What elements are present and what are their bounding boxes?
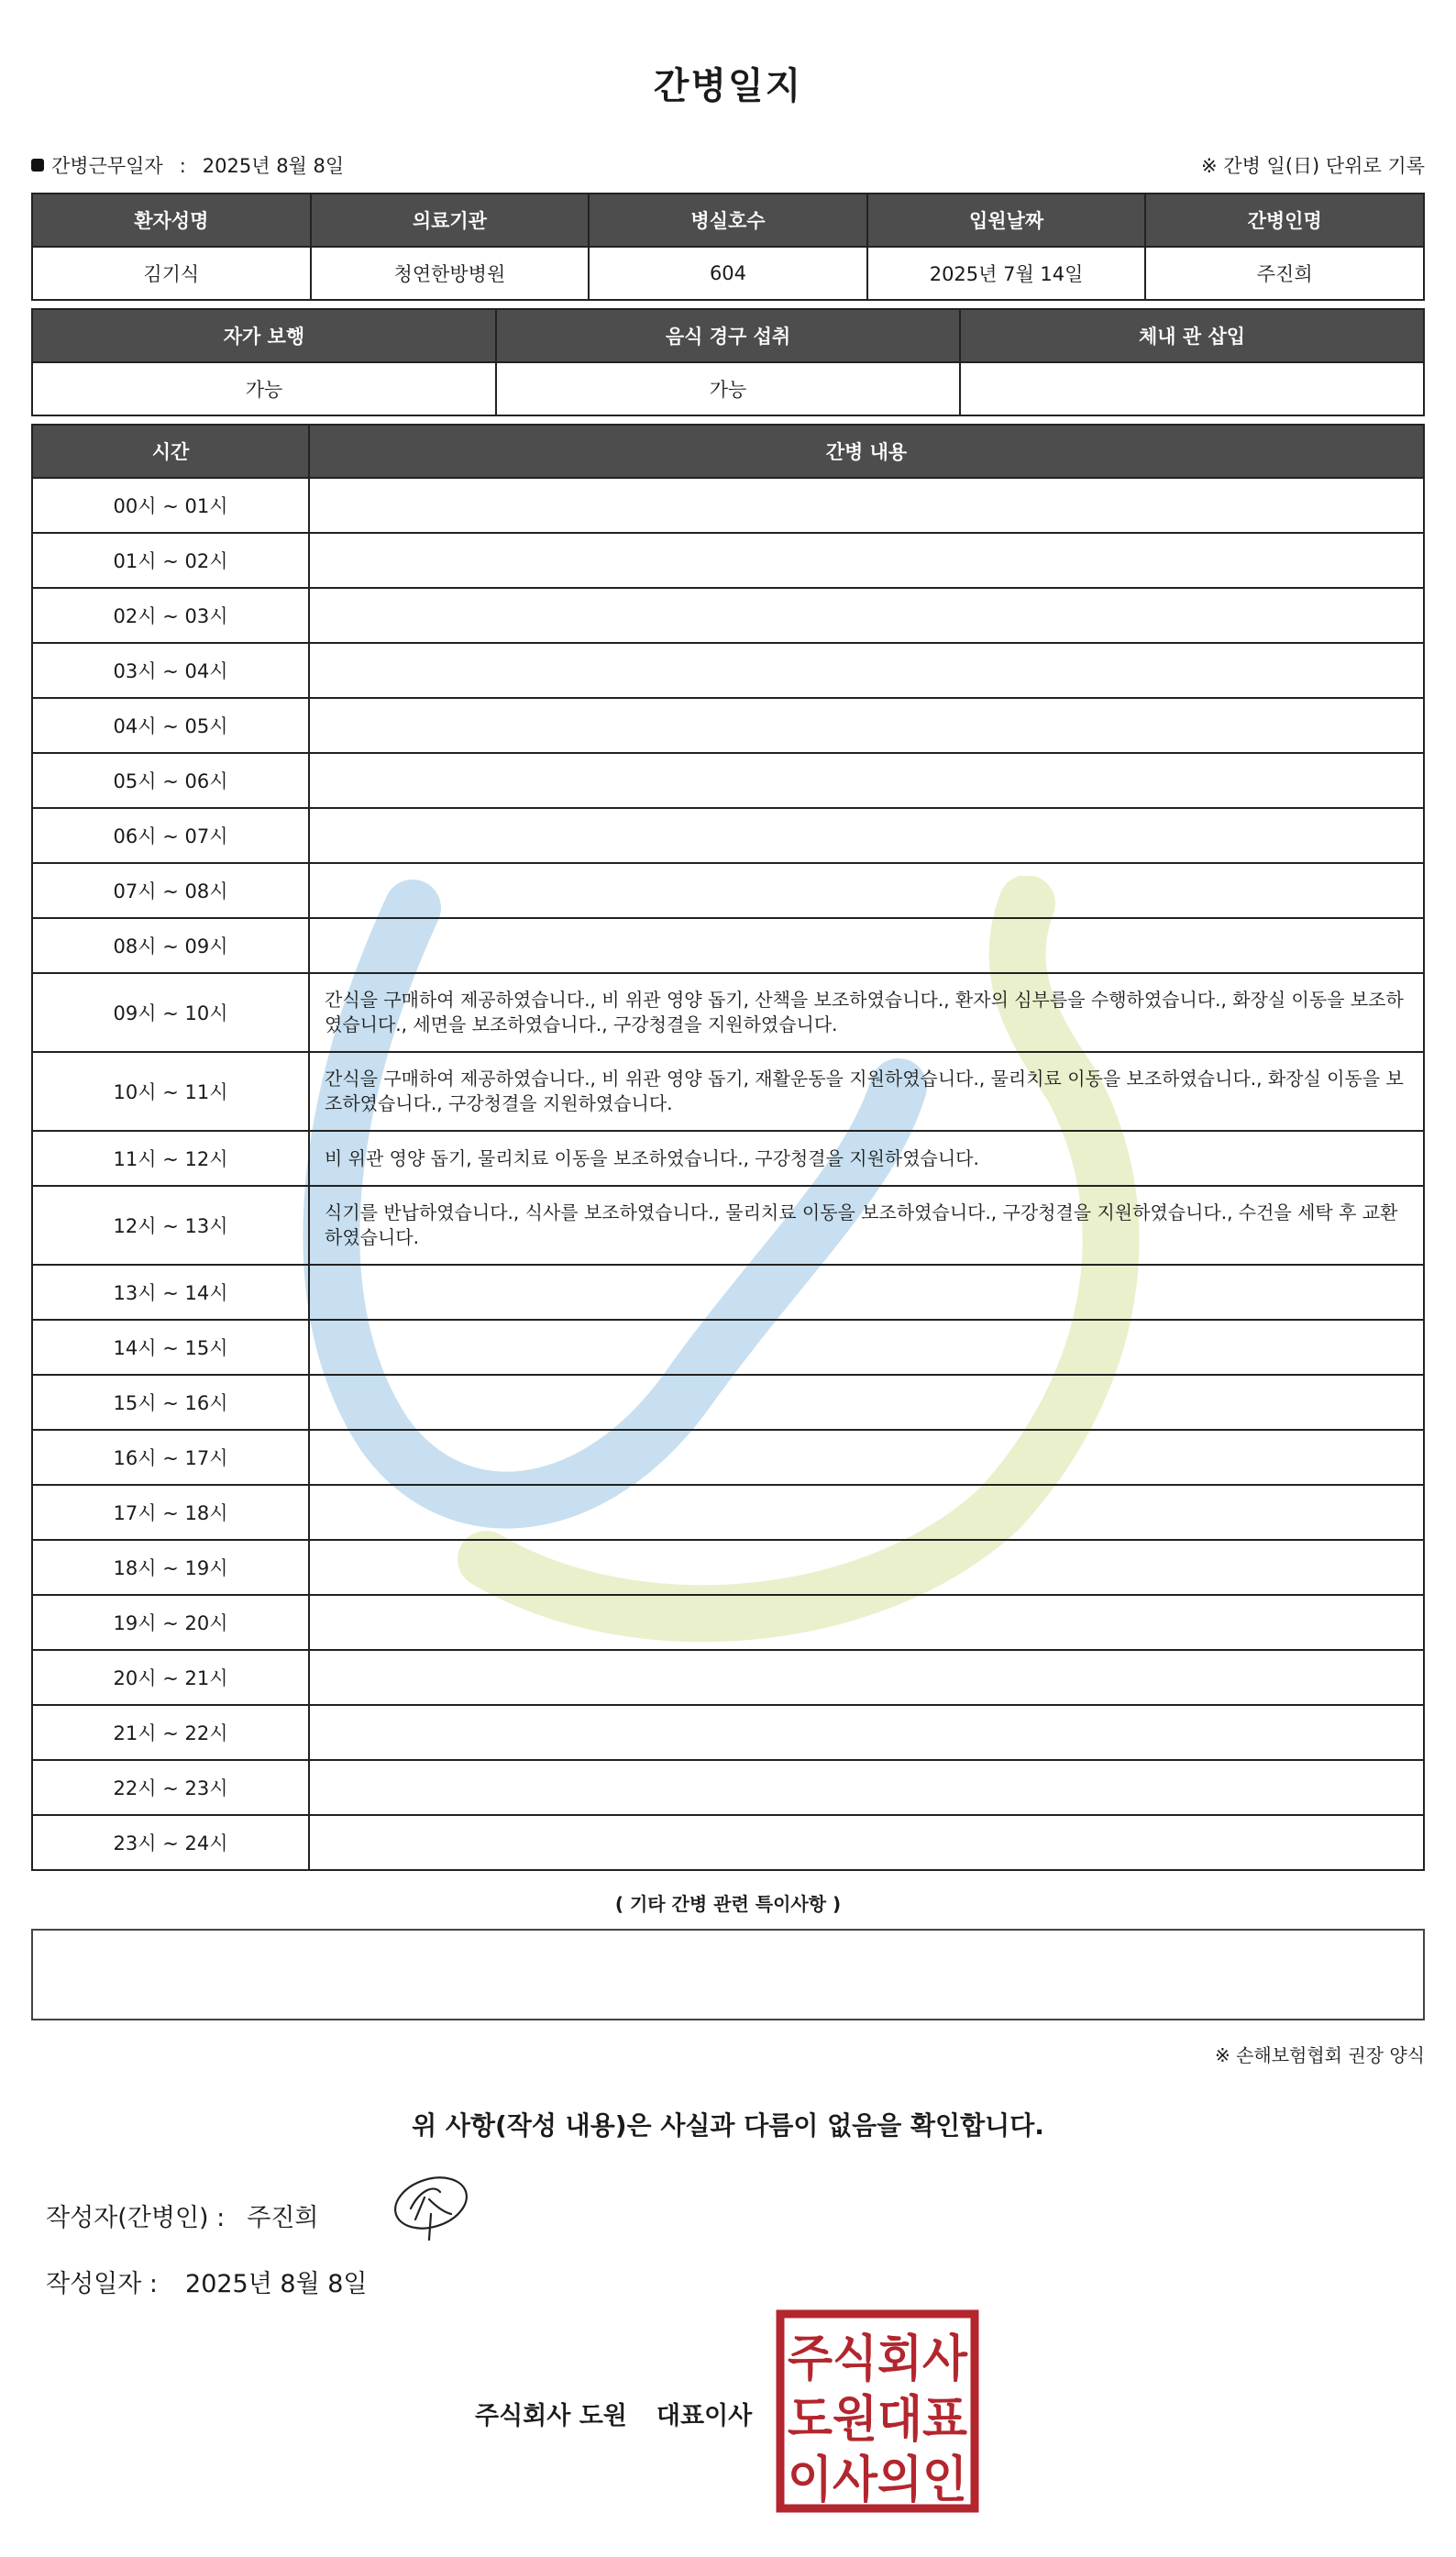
care-log-content bbox=[309, 533, 1424, 588]
care-log-content: 간식을 구매하여 제공하였습니다., 비 위관 영양 돕기, 산책을 보조하였습니다., 환자의 심부름을 수행하였습니다., 화장실 이동을 보조하였습니다., 세면을 보조하였습니다., 구강청결을 지원하였습니다. bbox=[309, 973, 1424, 1052]
care-log-time: 15시 ~ 16시 bbox=[32, 1375, 309, 1430]
care-log-content bbox=[309, 1650, 1424, 1705]
form-source-note: ※ 손해보험협회 권장 양식 bbox=[1214, 2044, 1425, 2066]
care-log-content: 식기를 반납하였습니다., 식사를 보조하였습니다., 물리치료 이동을 보조하였습니다., 구강청결을 지원하였습니다., 수건을 세탁 후 교환하였습니다. bbox=[309, 1186, 1424, 1265]
care-log-time: 17시 ~ 18시 bbox=[32, 1485, 309, 1540]
care-log-row bbox=[32, 478, 1424, 533]
care-log-content bbox=[309, 753, 1424, 808]
care-log-time: 22시 ~ 23시 bbox=[32, 1760, 309, 1815]
written-date-row bbox=[46, 2264, 368, 2299]
care-log-content bbox=[309, 588, 1424, 643]
care-log-row bbox=[32, 1052, 1424, 1131]
care-log-content bbox=[309, 863, 1424, 918]
care-log-content: 간식을 구매하여 제공하였습니다., 비 위관 영양 돕기, 재활운동을 지원하였습니다., 물리치료 이동을 보조하였습니다., 화장실 이동을 보조하였습니다., 구강청결을 지원하였습니다. bbox=[309, 1052, 1424, 1131]
care-log-content: 비 위관 영양 돕기, 물리치료 이동을 보조하였습니다., 구강청결을 지원하였습니다. bbox=[309, 1131, 1424, 1186]
care-log-row bbox=[32, 1760, 1424, 1815]
care-log-content bbox=[309, 643, 1424, 698]
care-log-row bbox=[32, 643, 1424, 698]
care-log-time: 09시 ~ 10시 bbox=[32, 973, 309, 1052]
care-log-content bbox=[309, 1485, 1424, 1540]
care-log-time: 03시 ~ 04시 bbox=[32, 643, 309, 698]
admission-date-value: 2025년 7월 14일 bbox=[867, 247, 1146, 300]
company-name: 주식회사 도원 bbox=[475, 2402, 627, 2430]
care-log-time: 01시 ~ 02시 bbox=[32, 533, 309, 588]
care-log-time: 00시 ~ 01시 bbox=[32, 478, 309, 533]
care-log-time: 06시 ~ 07시 bbox=[32, 808, 309, 863]
care-log-row bbox=[32, 1131, 1424, 1186]
caregiver-signature bbox=[383, 2172, 475, 2247]
care-log-content bbox=[309, 1760, 1424, 1815]
care-log-row bbox=[32, 973, 1424, 1052]
header-room-number: 병실호수 bbox=[589, 194, 867, 247]
patient-info-header-row bbox=[32, 194, 1424, 247]
care-log-time: 02시 ~ 03시 bbox=[32, 588, 309, 643]
care-log-content bbox=[309, 918, 1424, 973]
confirmation-statement: 위 사항(작성 내용)은 사실과 다름이 없음을 확인합니다. bbox=[412, 2110, 1044, 2141]
care-log-time: 10시 ~ 11시 bbox=[32, 1052, 309, 1131]
care-log-row bbox=[32, 1265, 1424, 1320]
care-log-row bbox=[32, 1430, 1424, 1485]
care-log-content bbox=[309, 1540, 1424, 1595]
patient-status-header-row bbox=[32, 309, 1424, 362]
header-time: 시간 bbox=[32, 425, 309, 478]
patient-info-table bbox=[31, 193, 1425, 301]
care-log-content bbox=[309, 1705, 1424, 1760]
patient-info-value-row bbox=[32, 247, 1424, 300]
company-row bbox=[475, 2396, 752, 2431]
care-log-time: 05시 ~ 06시 bbox=[32, 753, 309, 808]
special-notes-label: ( 기타 간병 관련 특이사항 ) bbox=[614, 1893, 842, 1915]
writer-label: 작성자(간병인) : bbox=[46, 2204, 226, 2232]
care-log-content bbox=[309, 1265, 1424, 1320]
svg-text:도원대표: 도원대표 bbox=[788, 2390, 967, 2448]
work-date-row bbox=[31, 151, 344, 179]
patient-status-table bbox=[31, 308, 1425, 416]
work-date-value: 2025년 8월 8일 bbox=[202, 155, 345, 177]
care-log-row bbox=[32, 588, 1424, 643]
care-log-row bbox=[32, 1375, 1424, 1430]
care-log-row bbox=[32, 533, 1424, 588]
header-care-content: 간병 내용 bbox=[309, 425, 1424, 478]
work-date-colon: : bbox=[179, 155, 186, 177]
room-number-value: 604 bbox=[589, 247, 867, 300]
bullet-square-icon bbox=[31, 159, 44, 172]
written-date-value: 2025년 8월 8일 bbox=[185, 2270, 368, 2298]
header-caregiver-name: 간병인명 bbox=[1145, 194, 1424, 247]
care-log-row bbox=[32, 1540, 1424, 1595]
care-log-content bbox=[309, 698, 1424, 753]
care-log-row bbox=[32, 698, 1424, 753]
header-patient-name: 환자성명 bbox=[32, 194, 311, 247]
care-log-row bbox=[32, 863, 1424, 918]
care-log-content bbox=[309, 1815, 1424, 1870]
tube-insertion-value bbox=[960, 362, 1424, 415]
svg-text:이사의인: 이사의인 bbox=[788, 2451, 967, 2508]
svg-text:주식회사: 주식회사 bbox=[788, 2330, 968, 2387]
care-log-content bbox=[309, 1375, 1424, 1430]
institution-value: 청연한방병원 bbox=[311, 247, 590, 300]
care-log-time: 18시 ~ 19시 bbox=[32, 1540, 309, 1595]
care-log-row bbox=[32, 1705, 1424, 1760]
writer-row bbox=[46, 2197, 319, 2233]
care-log-header-row bbox=[32, 425, 1424, 478]
patient-status-value-row bbox=[32, 362, 1424, 415]
care-log-table bbox=[31, 424, 1425, 1871]
care-log-time: 16시 ~ 17시 bbox=[32, 1430, 309, 1485]
care-log-content bbox=[309, 1320, 1424, 1375]
care-log-row bbox=[32, 1320, 1424, 1375]
care-log-row bbox=[32, 1186, 1424, 1265]
care-log-content bbox=[309, 1430, 1424, 1485]
care-log-row bbox=[32, 918, 1424, 973]
care-log-row bbox=[32, 1595, 1424, 1650]
care-log-row bbox=[32, 1650, 1424, 1705]
representative-title: 대표이사 bbox=[656, 2402, 753, 2430]
care-log-row bbox=[32, 1485, 1424, 1540]
care-log-time: 08시 ~ 09시 bbox=[32, 918, 309, 973]
care-log-time: 07시 ~ 08시 bbox=[32, 863, 309, 918]
self-walking-value: 가능 bbox=[32, 362, 496, 415]
page-title: 간병일지 bbox=[653, 65, 803, 107]
care-log-time: 23시 ~ 24시 bbox=[32, 1815, 309, 1870]
header-institution: 의료기관 bbox=[311, 194, 590, 247]
daily-record-note: ※ 간병 일(日) 단위로 기록 bbox=[1201, 155, 1425, 177]
header-self-walking: 자가 보행 bbox=[32, 309, 496, 362]
patient-name-value: 김기식 bbox=[32, 247, 311, 300]
care-log-time: 20시 ~ 21시 bbox=[32, 1650, 309, 1705]
company-seal-stamp bbox=[776, 2309, 979, 2513]
care-log-content bbox=[309, 478, 1424, 533]
care-log-time: 21시 ~ 22시 bbox=[32, 1705, 309, 1760]
header-tube-insertion: 체내 관 삽입 bbox=[960, 309, 1424, 362]
care-log-row bbox=[32, 808, 1424, 863]
care-log-row bbox=[32, 753, 1424, 808]
care-log-time: 13시 ~ 14시 bbox=[32, 1265, 309, 1320]
care-log-time: 04시 ~ 05시 bbox=[32, 698, 309, 753]
care-log-content bbox=[309, 1595, 1424, 1650]
writer-name: 주진희 bbox=[247, 2204, 319, 2232]
special-notes-box bbox=[31, 1929, 1425, 2020]
header-admission-date: 입원날짜 bbox=[867, 194, 1146, 247]
caregiver-name-value: 주진희 bbox=[1145, 247, 1424, 300]
care-log-time: 14시 ~ 15시 bbox=[32, 1320, 309, 1375]
care-log-body bbox=[32, 478, 1424, 1870]
work-date-label: 간병근무일자 bbox=[51, 155, 163, 177]
care-log-content bbox=[309, 808, 1424, 863]
care-log-time: 11시 ~ 12시 bbox=[32, 1131, 309, 1186]
care-log-time: 19시 ~ 20시 bbox=[32, 1595, 309, 1650]
header-oral-intake: 음식 경구 섭취 bbox=[496, 309, 960, 362]
written-date-label: 작성일자 : bbox=[46, 2270, 159, 2298]
care-log-time: 12시 ~ 13시 bbox=[32, 1186, 309, 1265]
care-log-row bbox=[32, 1815, 1424, 1870]
oral-intake-value: 가능 bbox=[496, 362, 960, 415]
